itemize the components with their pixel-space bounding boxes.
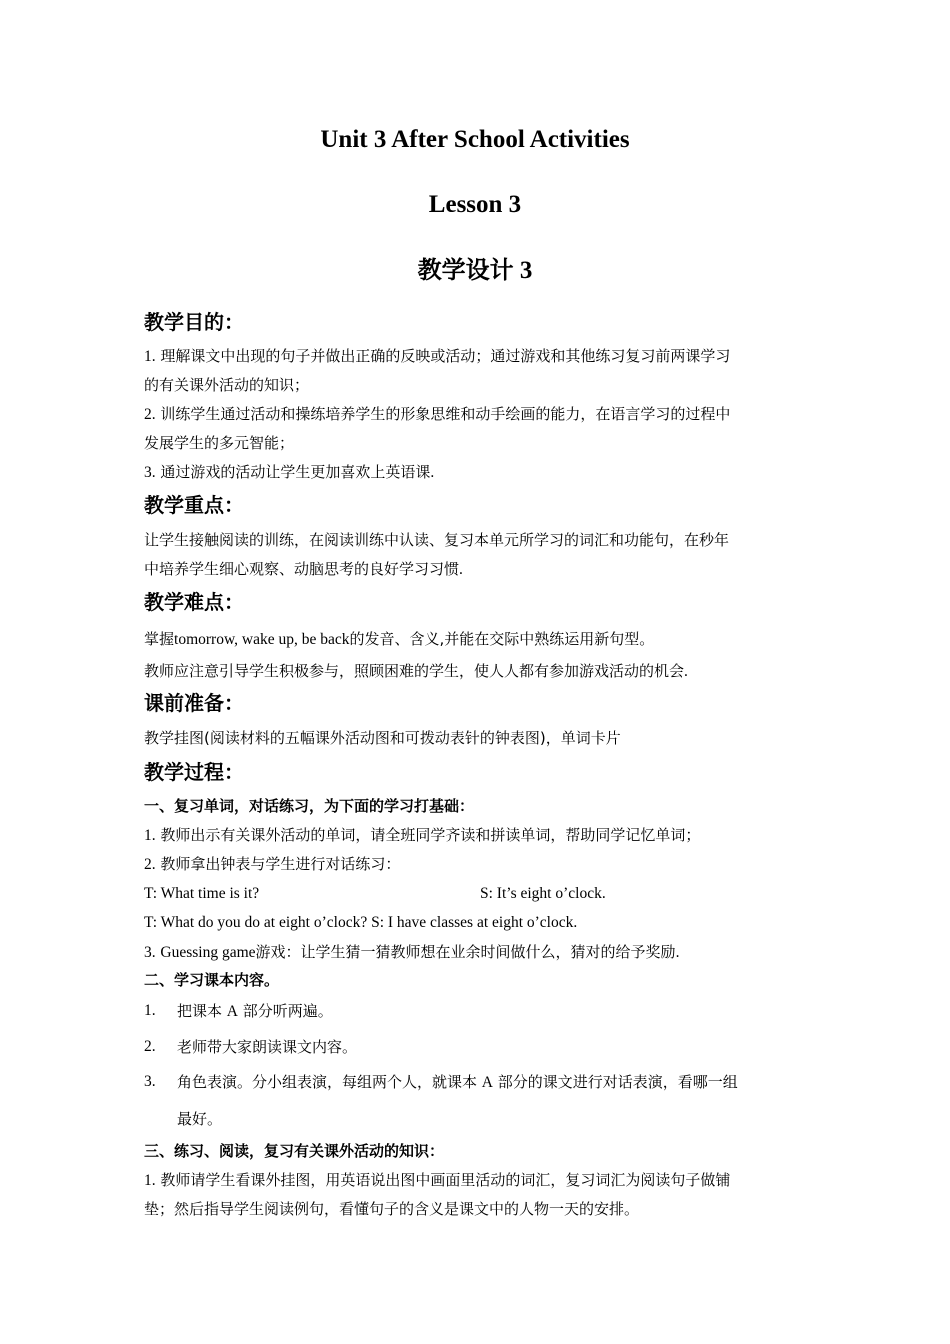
- goals-line-1-cont: 的有关课外活动的知识；: [144, 376, 310, 394]
- step-1-line-3-text: 游戏：让学生猜一猜教师想在业余时间做什么，猜对的给予奖励: [255, 943, 676, 961]
- step-1-line-2: [144, 854, 400, 875]
- key-points-line-2-text: 中培养学生细心观察、动脑思考的良好学习习惯: [144, 560, 460, 578]
- game-name: Guessing game: [160, 944, 256, 961]
- preparation-heading: 课前准备：: [144, 691, 244, 715]
- list-number: 2.: [144, 1038, 156, 1055]
- difficulties-line-1-post: 的发音、含义,并能在交际中熟练运用新句型。: [349, 630, 655, 648]
- section-letter: A: [226, 1003, 238, 1020]
- dialogue-line-1: [144, 884, 606, 904]
- step-3-heading: 三、练习、阅读，复习有关课外活动的知识：: [144, 1142, 445, 1160]
- step-2-item-3-pre: 角色表演。分小组表演，每组两个人，就课本: [177, 1073, 478, 1091]
- preparation-line-1: 教学挂图(阅读材料的五幅课外活动图和可拨动表针的钟表图)，单词卡片: [144, 729, 621, 747]
- process-heading: 教学过程：: [144, 760, 244, 784]
- difficulties-heading: 教学难点：: [144, 590, 244, 614]
- goals-heading: 教学目的：: [144, 310, 244, 334]
- dialogue-line-2: T: What do you do at eight o’clock? S: I have classes at eight o’clock.: [144, 914, 578, 931]
- difficulties-line-1: [144, 629, 654, 650]
- step-2-item-2: 老师带大家朗读课文内容。: [177, 1038, 358, 1056]
- step-1-line-1-text: 教师出示有关课外活动的单词，请全班同学齐读和拼读单词，帮助同学记忆单词；: [160, 826, 701, 844]
- difficulties-line-2: [144, 661, 688, 682]
- vocabulary-words: tomorrow, wake up, be back: [174, 631, 350, 648]
- goals-line-2: [144, 404, 730, 425]
- difficulties-line-2-text: 教师应注意引导学生积极参与，照顾困难的学生，使人人都有参加游戏活动的机会: [144, 662, 685, 680]
- list-number: 2.: [144, 406, 156, 423]
- list-number: 3.: [144, 1073, 156, 1090]
- step-2-item-1-post: 部分听两遍。: [242, 1002, 333, 1020]
- goals-line-1-text: 理解课文中出现的句子并做出正确的反映或活动；通过游戏和其他练习复习前两课学习: [160, 347, 731, 365]
- document-title: Unit 3 After School Activities: [320, 126, 630, 153]
- step-2-item-3-cont: 最好。: [177, 1110, 223, 1128]
- step-1-line-1: [144, 825, 700, 846]
- period: .: [459, 561, 463, 578]
- step-3-line-1-cont: 垫；然后指导学生阅读例句，看懂句子的含义是课文中的人物一天的安排。: [144, 1200, 640, 1218]
- step-2-heading: 二、学习课本内容。: [144, 971, 280, 989]
- list-number: 1.: [144, 1172, 156, 1189]
- step-1-line-2-text: 教师拿出钟表与学生进行对话练习：: [160, 855, 401, 873]
- goals-line-3-text: 通过游戏的活动让学生更加喜欢上英语课: [160, 463, 431, 481]
- list-number: 2.: [144, 856, 156, 873]
- step-2-item-3-post: 部分的课文进行对话表演，看哪一组: [497, 1073, 738, 1091]
- key-points-line-1: 让学生接触阅读的训练，在阅读训练中认读、复习本单元所学习的词汇和功能句，在秒年: [144, 531, 730, 549]
- step-1-heading: 一、复习单词，对话练习，为下面的学习打基础：: [144, 797, 475, 815]
- step-2-item-1-pre: 把课本: [177, 1002, 223, 1020]
- goals-line-2-cont: 发展学生的多元智能；: [144, 434, 295, 452]
- period: .: [684, 663, 688, 680]
- list-number: 3.: [144, 944, 156, 961]
- step-3-line-1-text: 教师请学生看课外挂图，用英语说出图中画面里活动的词汇，复习词汇为阅读句子做铺: [160, 1171, 731, 1189]
- list-number: 1.: [144, 348, 156, 365]
- period: .: [675, 944, 680, 961]
- list-number: 1.: [144, 1002, 156, 1019]
- design-title-cn: 教学设计: [417, 256, 514, 284]
- key-points-heading: 教学重点：: [144, 493, 244, 517]
- dialogue-teacher-1: T: What time is it?: [144, 885, 260, 902]
- step-2-item-3: [177, 1072, 738, 1093]
- period: .: [430, 464, 435, 481]
- goals-line-1: [144, 346, 730, 367]
- dialogue-student-1: S: It’s eight o’clock.: [480, 885, 606, 902]
- step-2-item-1: [177, 1001, 333, 1022]
- design-title: [0, 255, 950, 286]
- design-title-number: 3: [519, 257, 533, 284]
- list-number: 3.: [144, 464, 156, 481]
- key-points-line-2: [144, 559, 463, 580]
- list-number: 1.: [144, 827, 156, 844]
- step-1-line-3: [144, 942, 679, 963]
- step-3-line-1: [144, 1170, 730, 1191]
- difficulties-line-1-pre: 掌握: [144, 630, 175, 648]
- goals-line-2-text: 训练学生通过活动和操练培养学生的形象思维和动手绘画的能力，在语言学习的过程中: [160, 405, 731, 423]
- lesson-title: Lesson 3: [428, 191, 522, 218]
- goals-line-3: [144, 462, 434, 483]
- section-letter: A: [481, 1074, 493, 1091]
